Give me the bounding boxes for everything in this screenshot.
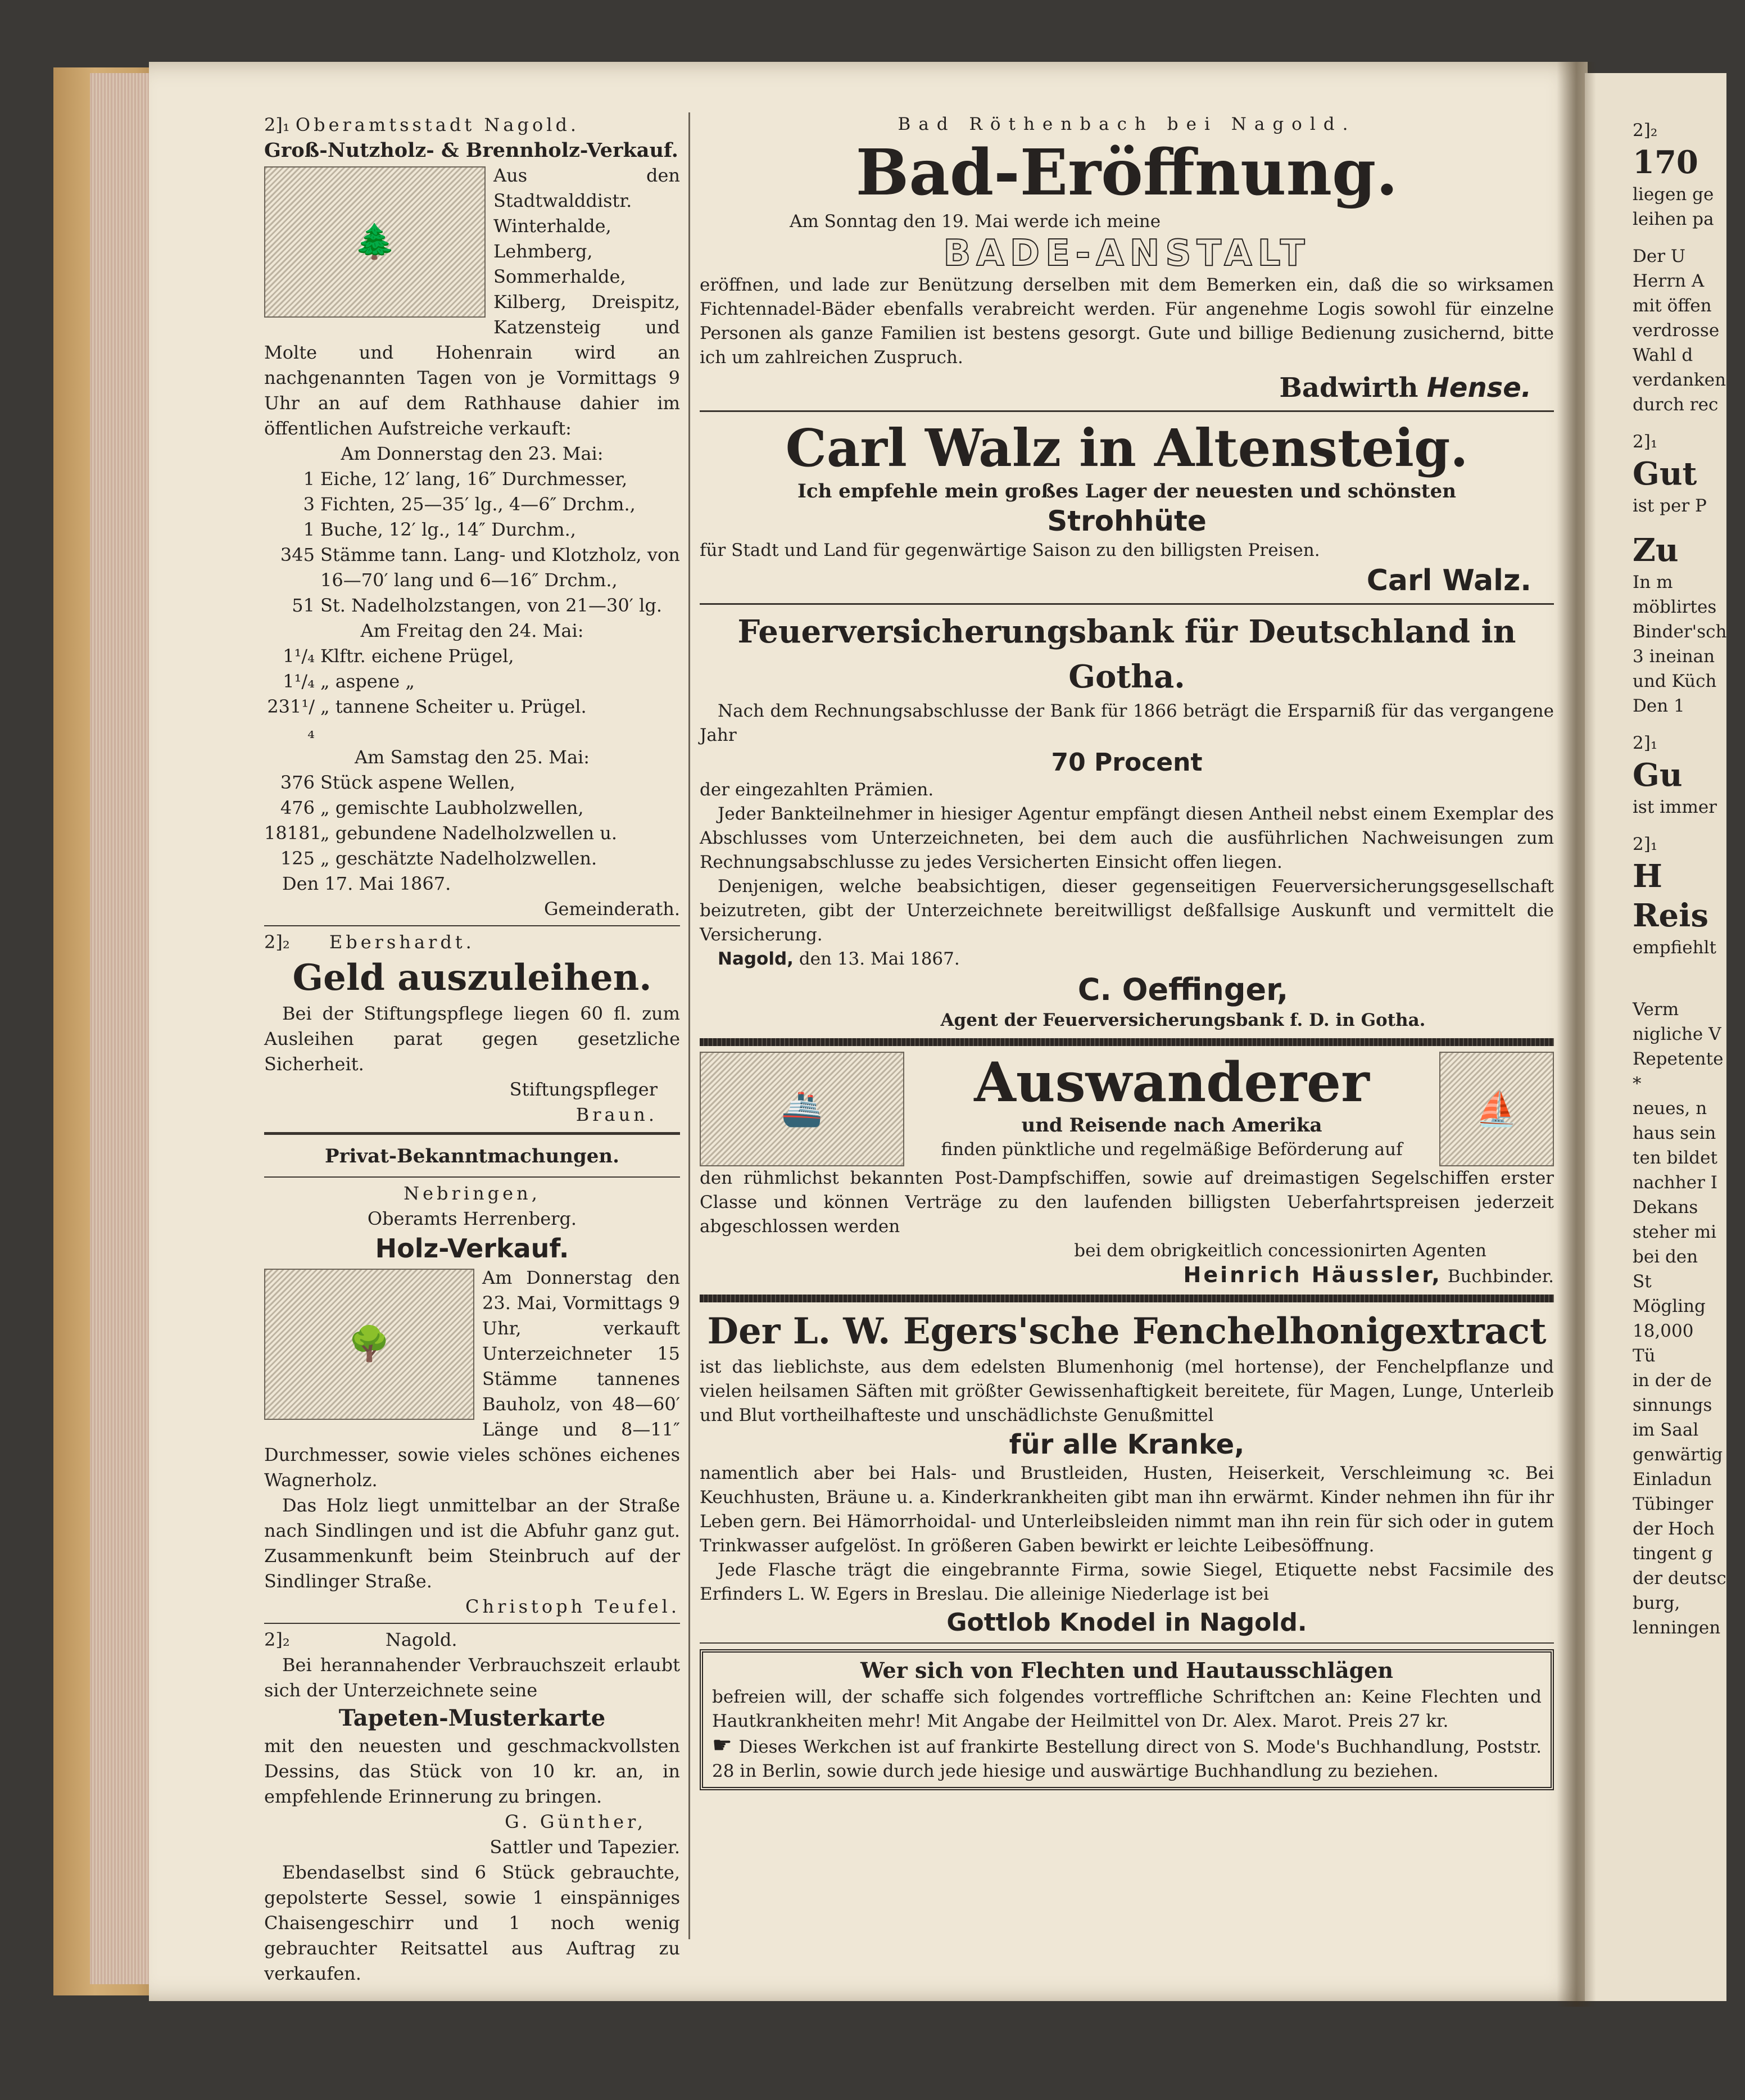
ad-number: 2]₁ bbox=[264, 114, 290, 135]
ad-subtitle: und Reisende nach Amerika bbox=[1021, 1114, 1322, 1137]
item: „ gebundene Nadelholzwellen u. bbox=[320, 822, 618, 844]
ad-title: Carl Walz in Altensteig. bbox=[785, 418, 1468, 478]
ad-signature: Christoph Teufel. bbox=[465, 1596, 680, 1617]
ad-line-1: Ich empfehle mein großes Lager der neuesten und schönsten bbox=[797, 480, 1456, 503]
ad-signature: Gottlob Knodel in Nagold. bbox=[946, 1608, 1307, 1637]
ad-text-2: mit den neuesten und geschmackvollsten Dessins, das Stück von 10 kr. an, in empfehlende Erinnerung zu bringen. bbox=[264, 1735, 680, 1807]
fragment-line: bei den bbox=[1633, 1247, 1698, 1267]
divider bbox=[264, 1623, 680, 1624]
item: Buche, 12′ lg., 14″ Durchm., bbox=[320, 519, 576, 540]
ad-title: Der L. W. Egers'sche Fenchelhonigextract bbox=[707, 1310, 1547, 1352]
fragment-line: 3 ineinan bbox=[1633, 646, 1715, 667]
fragment-line: Mögling bbox=[1633, 1296, 1706, 1316]
fragment-line: 18,000 bbox=[1633, 1321, 1694, 1341]
item: „ geschätzte Nadelholzwellen. bbox=[320, 848, 597, 869]
qty: 1 bbox=[303, 519, 315, 540]
signature-label: Badwirth bbox=[1279, 372, 1418, 404]
ad-title: Feuerversicherungsbank für Deutschland in Gotha. bbox=[737, 613, 1516, 695]
signature-title: Stiftungspfleger bbox=[509, 1079, 658, 1100]
facing-page-column-fragment bbox=[1633, 118, 1745, 1945]
ad-title: Geld auszuleihen. bbox=[292, 957, 652, 999]
qty: 1 bbox=[303, 468, 315, 490]
fragment-line: Reis bbox=[1633, 897, 1708, 934]
ad-text-3: bei dem obrigkeitlich concessionirten Agenten bbox=[1074, 1241, 1486, 1261]
qty: 3 bbox=[303, 494, 315, 515]
fragment-line: der deutsc bbox=[1633, 1568, 1726, 1588]
item: Fichten, 25—35′ lg., 4—6″ Drchm., bbox=[320, 494, 636, 515]
ad-text-1: befreien will, der schaffe sich folgendes vortreffliche Schriftchen an: Keine Flechten und Hautkrankheiten mehr! Mit Angabe der Heilmittel von Dr. Alex. Marot. Preis 27 kr. bbox=[712, 1687, 1542, 1731]
pointing-hand-icon: ☛ bbox=[712, 1732, 732, 1758]
fragment-line: In m bbox=[1633, 572, 1673, 592]
ad-text: Bei der Stiftungspflege liegen 60 fl. zum Ausleihen parat gegen gesetzliche Sicherheit. bbox=[264, 1003, 680, 1075]
woodcut-foresters-image: 🌲 bbox=[264, 166, 486, 318]
ad-wood-sale-nebringen bbox=[264, 1181, 680, 1619]
ad-text-2: Das Holz liegt unmittelbar an der Straße nach Sindlingen und ist die Abfuhr ganz gut. Zusammenkunft beim Steinbruch auf der Sindlinger Straße. bbox=[264, 1495, 680, 1592]
fragment-line bbox=[1633, 985, 1745, 997]
signature-role: Sattler und Tapezier. bbox=[489, 1836, 680, 1858]
qty: 476 bbox=[280, 797, 315, 818]
divider bbox=[264, 925, 680, 926]
ad-text-1: finden pünktliche und regelmäßige Beförderung auf bbox=[941, 1139, 1403, 1160]
fragment-line: im Saal bbox=[1633, 1420, 1699, 1440]
ad-product: Strohhüte bbox=[1047, 505, 1207, 537]
fragment-line: in der de bbox=[1633, 1370, 1712, 1391]
middle-column bbox=[700, 112, 1554, 1939]
sailing-ship-image: ⛵ bbox=[1439, 1052, 1554, 1166]
fragment-line: steher mi bbox=[1633, 1222, 1717, 1242]
fragment-line: 2]₁ bbox=[1633, 834, 1658, 854]
ad-signature: C. Oeffinger, bbox=[1077, 972, 1289, 1007]
ad-text-4: Denjenigen, welche beabsichtigen, dieser gegenseitigen Feuerversicherungsgesellschaft beizutreten, gibt der Unterzeichnete bereitwilligst deßfallsige Auskunft und vermittelt die Versicherung. bbox=[700, 876, 1554, 945]
fragment-line: ist immer bbox=[1633, 797, 1717, 817]
fragment-line: mit öffen bbox=[1633, 296, 1712, 316]
fragment-line: empfiehlt bbox=[1633, 938, 1716, 958]
signature-name: G. Günther, bbox=[505, 1811, 646, 1832]
fragment-line: ist per P bbox=[1633, 496, 1707, 516]
fragment-line: Repetente bbox=[1633, 1049, 1724, 1069]
ad-highlight: für alle Kranke, bbox=[1009, 1429, 1245, 1460]
qty: 125 bbox=[280, 848, 315, 869]
fragment-line: verdanken bbox=[1633, 370, 1726, 390]
item: Stück aspene Wellen, bbox=[320, 772, 515, 793]
fragment-line: Dekans bbox=[1633, 1197, 1698, 1218]
fragment-line: St bbox=[1633, 1271, 1652, 1292]
qty: 1¹/₄ bbox=[283, 671, 315, 692]
fragment-line: 2]₂ bbox=[1633, 120, 1658, 141]
ad-outline-title: BADE-ANSTALT bbox=[943, 233, 1311, 274]
ad-percent: 70 Procent bbox=[1051, 748, 1203, 777]
ad-place: Nebringen, bbox=[404, 1183, 541, 1204]
ad-number: 2]₂ bbox=[264, 931, 290, 953]
fragment-line: leihen pa bbox=[1633, 209, 1714, 229]
ad-number: 2]₂ bbox=[264, 1629, 290, 1650]
ad-text-2: der eingezahlten Prämien. bbox=[700, 780, 934, 800]
ad-text-1: Nach dem Rechnungsabschlusse der Bank für 1866 beträgt die Ersparniß für das vergangene Jahr bbox=[700, 701, 1554, 745]
ad-bath-opening bbox=[700, 112, 1554, 406]
fragment-line bbox=[1633, 960, 1745, 972]
fragment-line: Der U bbox=[1633, 246, 1685, 266]
fragment-line: der Hoch bbox=[1633, 1519, 1715, 1539]
ad-title: Tapeten-Musterkarte bbox=[338, 1705, 606, 1731]
fragment-line bbox=[1633, 232, 1745, 244]
ad-wallpaper bbox=[264, 1627, 680, 1986]
ad-text-1: ist das lieblichste, aus dem edelsten Blumenhonig (mel hortense), der Fenchelpflanze und vielen heilsamen Säften mit größter Gewissenhaftigkeit bereitete, für Magen, Lunge, Unterleib und Blut vortheilhafteste und unschädlichste Genußmittel bbox=[700, 1357, 1554, 1425]
qty: 51 bbox=[292, 595, 315, 616]
qty: 376 bbox=[280, 772, 315, 793]
ad-text-3: Jede Flasche trägt die eingebrannte Firma, sowie Siegel, Etiquette nebst Facsimile des Erfinders L. W. Egers in Breslau. Die alleinige Niederlage ist bei bbox=[700, 1560, 1554, 1604]
ad-emigrants bbox=[700, 1052, 1554, 1289]
section-header-private: Privat-Bekanntmachungen. bbox=[325, 1145, 619, 1167]
fragment-line: Tübinger bbox=[1633, 1494, 1714, 1514]
ad-text-1: Bei herannahender Verbrauchszeit erlaubt sich der Unterzeichnete seine bbox=[264, 1654, 680, 1701]
ad-title: Holz-Verkauf. bbox=[375, 1233, 569, 1264]
fragment-line: ten bildet bbox=[1633, 1148, 1717, 1168]
ad-wood-sale-nagold bbox=[264, 112, 680, 922]
fragment-line: 170 bbox=[1633, 144, 1698, 181]
item: Eiche, 12′ lang, 16″ Durchmesser, bbox=[320, 468, 628, 490]
ad-fennel-honey bbox=[700, 1308, 1554, 1639]
woodcut-woodcutters-image: 🌳 bbox=[264, 1269, 474, 1420]
steamship-image: 🚢 bbox=[700, 1052, 904, 1166]
fragment-line: durch rec bbox=[1633, 395, 1719, 415]
fragment-line: verdrosse bbox=[1633, 320, 1720, 341]
fragment-line bbox=[1633, 972, 1745, 985]
ad-fire-insurance bbox=[700, 609, 1554, 1033]
fragment-line: Tü bbox=[1633, 1346, 1656, 1366]
fragment-line: sinnungs bbox=[1633, 1395, 1712, 1415]
item: „ tannene Scheiter u. Prügel. bbox=[320, 696, 587, 717]
signature-role: Agent der Feuerversicherungsbank f. D. in Gotha. bbox=[940, 1010, 1426, 1030]
qty: 345 bbox=[280, 544, 315, 565]
ad-title: Bad-Eröffnung. bbox=[855, 136, 1398, 210]
sale-day-3: Am Samstag den 25. Mai: bbox=[354, 746, 590, 768]
fragment-line: Binder'sch bbox=[1633, 622, 1727, 642]
fragment-line: neues, n bbox=[1633, 1098, 1707, 1119]
divider-bar bbox=[700, 1295, 1554, 1302]
left-column bbox=[264, 112, 680, 1984]
fragment-line: Den 1 bbox=[1633, 696, 1685, 716]
qty: 18181 bbox=[264, 822, 321, 844]
ad-money-lending bbox=[264, 930, 680, 1128]
ad-place-district: Oberamts Herrenberg. bbox=[367, 1208, 577, 1229]
fragment-line: * bbox=[1633, 1074, 1642, 1094]
signature-role: Buchbinder. bbox=[1447, 1266, 1554, 1287]
sale-day-1: Am Donnerstag den 23. Mai: bbox=[341, 443, 604, 464]
fragment-line: Wahl d bbox=[1633, 345, 1693, 365]
ad-text-2: Dieses Werkchen ist auf frankirte Bestellung direct von S. Mode's Buchhandlung, Poststr. 28 in Berlin, sowie durch jede hiesige und auswärtige Buchhandlung zu beziehen. bbox=[712, 1737, 1542, 1781]
ad-signature: Heinrich Häussler, bbox=[1183, 1262, 1442, 1287]
ad-title: Auswanderer bbox=[974, 1051, 1370, 1114]
divider-bar bbox=[700, 1038, 1554, 1046]
ad-text-2: namentlich aber bei Hals- und Brustleiden, Husten, Heiserkeit, Verschleimung ꝛc. Bei Keuchhusten, Bräune u. a. Kinderkrankheiten gibt man ihn erwärmt. Kinder nehmen ihn für ihr Leben gern. Bei Hämorrhoidal- und Unterleibsleiden nimmt man ihn rein für sich oder in gutem Trinkwasser aufgelöst. In größeren Gaben bewirkt er leichte Leibesöffnung. bbox=[700, 1463, 1554, 1556]
sale-day-2: Am Freitag den 24. Mai: bbox=[360, 620, 584, 641]
fragment-line: 2]₁ bbox=[1633, 432, 1658, 452]
fragment-line: burg, bbox=[1633, 1593, 1680, 1613]
column-divider bbox=[688, 112, 690, 1939]
fragment-line: Verm bbox=[1633, 999, 1679, 1020]
fragment-line bbox=[1633, 518, 1745, 531]
divider bbox=[264, 1132, 680, 1135]
ad-signature: Carl Walz. bbox=[1366, 564, 1531, 598]
page-edges bbox=[90, 73, 157, 1984]
ad-text: Am Donnerstag den 23. Mai, Vormittags 9 Uhr, verkauft Unterzeichneter 15 Stämme tannenes Bauholz, von 48—60′ Länge und 8—11″ Durchmesser, sowie vieles schönes eichenes Wagnerholz. bbox=[264, 1267, 680, 1491]
item: Klftr. eichene Prügel, bbox=[320, 645, 514, 667]
qty: 231¹/₄ bbox=[267, 696, 315, 743]
ad-place: Bad Röthenbach bei Nagold. bbox=[898, 114, 1356, 134]
fragment-line: Gut bbox=[1633, 455, 1697, 492]
ad-place: Nagold. bbox=[385, 1629, 457, 1650]
fragment-line: 2]₁ bbox=[1633, 733, 1658, 753]
date: den 13. Mai 1867. bbox=[799, 949, 960, 969]
ad-text: eröffnen, und lade zur Benützung derselben mit dem Bemerken ein, daß die so wirksamen Fichtennadel-Bäder ebenfalls verabreicht werden. Für angenehme Logis sowohl für einzelne Personen als ganze Familien ist bestens gesorgt. Gute und billige Bedienung zusichernd, bitte ich um zahlreichen Zuspruch. bbox=[700, 275, 1554, 368]
ad-intro: Aus den Stadtwalddistr. Winterhalde, Lehmberg, Sommerhalde, Kilberg, Dreispitz, Katzensteig und Molte und Hohenrain wird an nachgenannten Tagen von je Vormittags 9 Uhr an auf dem Rathhause dahier im öffentlichen Aufstreiche verkauft: bbox=[264, 165, 680, 439]
fragment-line: nachher I bbox=[1633, 1173, 1718, 1193]
ad-skin-rash-booklet bbox=[700, 1649, 1554, 1790]
signature-name: Hense. bbox=[1426, 372, 1531, 404]
sale-day-1-items bbox=[264, 467, 680, 618]
fragment-line: Herrn A bbox=[1633, 271, 1705, 291]
ad-line-1: Am Sonntag den 19. Mai werde ich meine bbox=[790, 211, 1161, 232]
fragment-line: Einladun bbox=[1633, 1469, 1712, 1490]
fragment-line bbox=[1633, 417, 1745, 429]
ad-signature: Gemeinderath. bbox=[543, 898, 680, 920]
divider bbox=[264, 1176, 680, 1178]
item: St. Nadelholzstangen, von 21—30′ lg. bbox=[320, 595, 663, 616]
divider bbox=[700, 603, 1554, 605]
ad-title: Groß-Nutzholz- & Brennholz-Verkauf. bbox=[264, 139, 678, 162]
fragment-line: haus sein bbox=[1633, 1123, 1716, 1143]
divider bbox=[700, 1642, 1554, 1644]
page-gutter bbox=[1557, 62, 1596, 2007]
ad-text-2: den rühmlichst bekannten Post-Dampfschiffen, sowie auf dreimastigen Segelschiffen erster Classe und können Verträge zu den laufenden billigsten Ueberfahrtspreisen jederzeit abgeschlossen werden bbox=[700, 1168, 1554, 1237]
ad-text-3: Ebendaselbst sind 6 Stück gebrauchte, gepolsterte Sessel, sowie 1 einspänniges Chaisengeschirr und 1 noch wenig gebrauchter Reitsattel aus Auftrag zu verkaufen. bbox=[264, 1862, 680, 1984]
item: Stämme tann. Lang- und Klotzholz, von 16—70′ lang und 6—16″ Drchm., bbox=[320, 544, 680, 591]
ad-place: Ebershardt. bbox=[329, 931, 475, 953]
ad-line-2: für Stadt und Land für gegenwärtige Saison zu den billigsten Preisen. bbox=[700, 540, 1320, 560]
fragment-line: genwärtig bbox=[1633, 1445, 1723, 1465]
sale-day-2-items bbox=[264, 644, 680, 745]
sale-day-3-items bbox=[264, 770, 680, 871]
ad-title: Wer sich von Flechten und Hautausschlägen bbox=[860, 1658, 1394, 1683]
ad-place: Oberamtsstadt Nagold. bbox=[295, 114, 580, 135]
fragment-line: liegen ge bbox=[1633, 184, 1714, 205]
fragment-line: Zu bbox=[1633, 532, 1679, 569]
item: „ aspene „ bbox=[320, 671, 415, 692]
fragment-line: lenningen bbox=[1633, 1618, 1721, 1638]
item: „ gemischte Laubholzwellen, bbox=[320, 797, 584, 818]
fragment-line: H bbox=[1633, 858, 1662, 895]
fragment-line: Gu bbox=[1633, 757, 1683, 794]
fragment-line: nigliche V bbox=[1633, 1024, 1721, 1044]
signature-name: Braun. bbox=[575, 1104, 658, 1125]
date-place: Nagold, bbox=[718, 949, 794, 969]
qty: 1¹/₄ bbox=[283, 645, 315, 667]
ad-carl-walz bbox=[700, 417, 1554, 599]
fragment-line: und Küch bbox=[1633, 671, 1717, 691]
divider bbox=[700, 410, 1554, 412]
fragment-line: möblirtes bbox=[1633, 597, 1717, 617]
fragment-line bbox=[1633, 820, 1745, 832]
ad-text-3: Jeder Bankteilnehmer in hiesiger Agentur empfängt diesen Antheil nebst einem Exemplar des Abschlusses vom Unterzeichneten, bei dem auch die ausführlichen Nachweisungen zum Rechnungsabschlusse zu jedes Versicherten Einsicht offen liegen. bbox=[700, 804, 1554, 872]
ad-date: Den 17. Mai 1867. bbox=[282, 873, 451, 894]
fragment-line bbox=[1633, 718, 1745, 731]
fragment-line: tingent g bbox=[1633, 1544, 1713, 1564]
